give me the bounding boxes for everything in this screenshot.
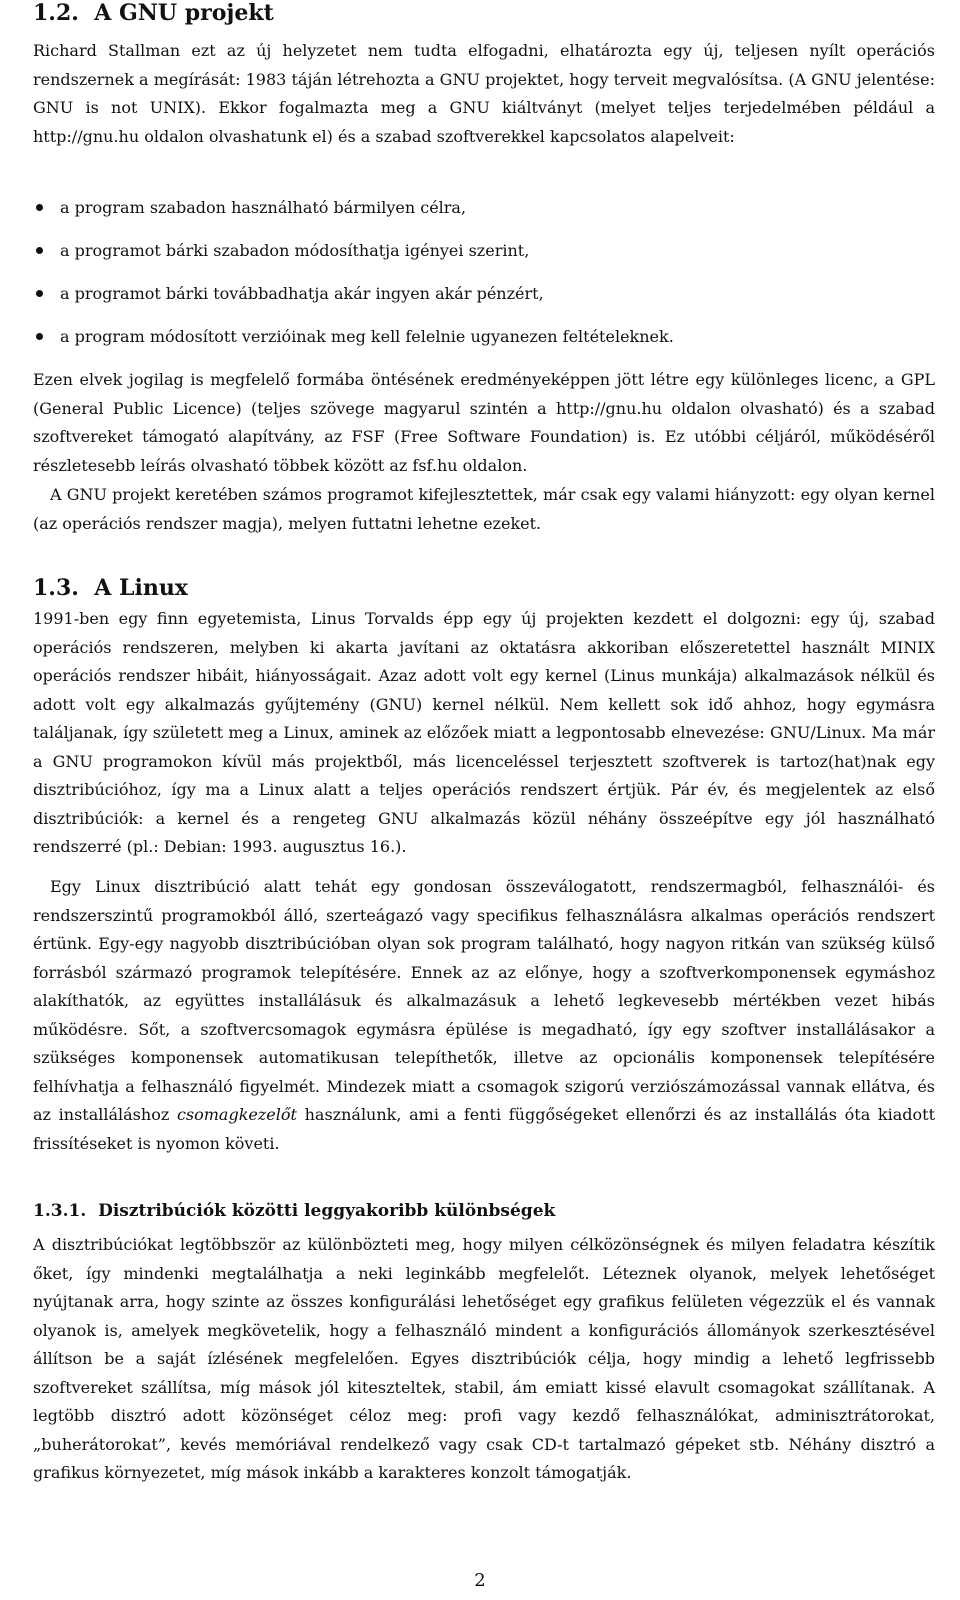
list-item-text: a programot bárki továbbadhatja akár ingyen akár pénzért, — [60, 284, 544, 303]
gnu-principles-list — [33, 186, 935, 358]
package-manager-term: csomagkezelőt — [176, 1105, 297, 1124]
subsection-title: Disztribúciók közötti leggyakoribb különbségek — [98, 1201, 556, 1221]
differences-paragraph: A disztribúciókat legtöbbször az különbözteti meg, hogy milyen célközönségnek és milyen feladatra készítik őket, így mindenki megtalálhatja a neki leginkább megfelelőt. Léteznek olyanok, melyek lehetőséget nyújtanak arra, hogy szinte az összes konfigurálási lehetőséget egy grafikus felületen végezzük el és vannak olyanok is, amelyek megkövetelik, hogy a felhasználó mindent a konfigurációs állományok szerkesztésével állítson be a saját ízlésének megfelelően. Egyes disztribúciók célja, hogy mindig a lehető legfrissebb szoftvereket szállítsa, míg mások jól kiteszteltek, stabil, ám emiatt kissé elavult csomagokat szállítanak. A legtöbb disztró adott közönséget céloz meg: profi vagy kezdő felhasználókat, adminisztrátorokat, „buherátorokat”, kevés memóriával rendelkező vagy csak CD-t tartalmazó gépeket stb. Néhány disztró a grafikus környezetet, míg mások inkább a karakteres konzolt támogatják. — [33, 1235, 935, 1482]
section-heading-gnu-project — [33, 0, 935, 26]
list-item-text: a program szabadon használható bármilyen célra, — [60, 198, 467, 217]
list-item — [33, 272, 935, 315]
list-item — [33, 186, 935, 229]
distribution-text-b: használunk, ami a fenti függőségeket ellenőrzi és az installálás óta kiadott frissítéseket is nyomon követi. — [33, 1105, 936, 1153]
subsection-number: 1.3.1. — [33, 1201, 87, 1221]
gpl-fsf-paragraph: Ezen elvek jogilag is megfelelő formába öntésének eredményeképpen jött létre egy különleges licenc, a GPL (General Public Licence) (teljes szövege magyarul szintén a http://gnu.hu oldalon olvasható) és a szabad szoftvereket támogató alapítvány, az FSF (Free Software Foundation) is. Ez utóbbi céljáról, működéséről részletesebb leírás olvasható többek között az fsf.hu oldalon. — [33, 370, 935, 475]
bullet-icon — [36, 290, 43, 297]
section-title: A Linux — [94, 575, 188, 601]
list-item-text: a programot bárki szabadon módosíthatja igényei szerint, — [60, 241, 530, 260]
list-item — [33, 229, 935, 272]
page-number: 2 — [474, 1570, 486, 1591]
gnu-kernel-paragraph: A GNU projekt keretében számos programot kifejlesztettek, már csak egy valami hiányzott: egy olyan kernel (az operációs rendszer magja), melyen futtatni lehetne ezeket. — [33, 485, 935, 533]
bullet-icon — [36, 333, 43, 340]
list-item-text: a program módosított verzióinak meg kell felelnie ugyanezen feltételeknek. — [60, 327, 674, 346]
bullet-icon — [36, 204, 43, 211]
section-number: 1.2. — [33, 0, 79, 26]
subsection-heading-differences — [33, 1200, 935, 1222]
linux-history-paragraph: 1991-ben egy finn egyetemista, Linus Torvalds épp egy új projekten kezdett el dolgozni: egy új, szabad operációs rendszeren, melyben ki akarta javítani az oktatásra akkoriban előszeretettel használt MINIX operációs rendszer hibáit, hiányosságait. Azaz adott volt egy kernel (Linus munkája) alkalmazások nélkül és adott volt egy alkalmazás gyűjtemény (GNU) kernel nélkül. Nem kellett sok idő ahhoz, hogy egymásra találjanak, így született meg a Linux, aminek az előzőek miatt a legpontosabb elnevezése: GNU/Linux. Ma már a GNU programokon kívül más projektből, más licenceléssel terjesztett szoftverek is tartoz(hat)nak egy disztribúcióhoz, így ma a Linux alatt a teljes operációs rendszert értjük. Pár év, és megjelentek az első disztribúciók: a kernel és a rengeteg GNU alkalmazás közül néhány összeépítve egy jól használható rendszerré (pl.: Debian: 1993. augusztus 16.). — [33, 609, 935, 856]
section-heading-linux — [33, 575, 935, 601]
distribution-text-a: Egy Linux disztribúció alatt tehát egy gondosan összeválogatott, rendszermagból, felhasználói- és rendszerszintű programokból álló, szerteágazó vagy specifikus felhasználásra alkalmas operációs rendszert értünk. Egy-egy nagyobb disztribúcióban olyan sok program található, hogy nagyon ritkán van szükség külső forrásból származó programok telepítésére. Ennek az az előnye, hogy a szoftverkomponensek egymáshoz alakíthatók, az együttes installálásuk és alkalmazásuk a lehető legkevesebb mértékben vezet hibás működésre. Sőt, a szoftvercsomagok egymásra épülése is megadható, így egy szoftver installálásakor a szükséges komponensek automatikusan telepíthetők, illetve az opcionális komponensek telepítésére felhívhatja a felhasználó figyelmét. Mindezek miatt a csomagok szigorú verziószámozással vannak ellátva, és az installáláshoz — [33, 877, 935, 1124]
linux-distribution-paragraph — [33, 873, 935, 1158]
section-title: A GNU projekt — [94, 0, 274, 26]
list-item — [33, 315, 935, 358]
bullet-icon — [36, 247, 43, 254]
gnu-intro-paragraph: Richard Stallman ezt az új helyzetet nem tudta elfogadni, elhatározta egy új, teljesen nyílt operációs rendszernek a megírását: 1983 táján létrehozta a GNU projektet, hogy terveit megvalósítsa. (A GNU jelentése: GNU is not UNIX). Ekkor fogalmazta meg a GNU kiáltványt (melyet teljes terjedelmében például a http://gnu.hu oldalon olvashatunk el) és a szabad szoftverekkel kapcsolatos alapelveit: — [33, 41, 935, 146]
section-number: 1.3. — [33, 575, 79, 601]
